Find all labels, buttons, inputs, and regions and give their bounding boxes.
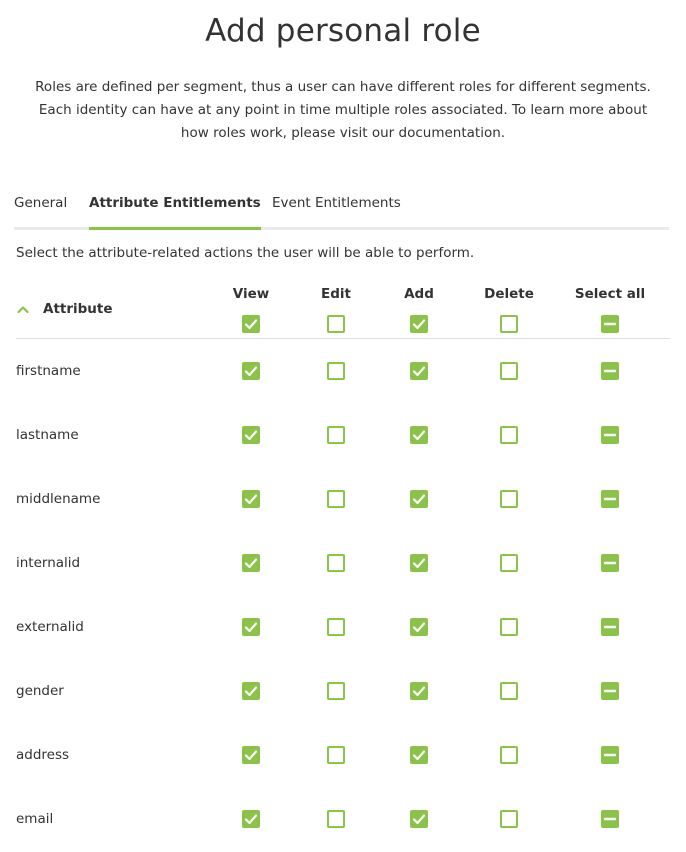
firstname-select-all-checkbox[interactable] [601,362,619,380]
attribute-name: externalid [16,619,84,635]
externalid-add-checkbox[interactable] [410,618,428,636]
middlename-select-all-checkbox[interactable] [601,490,619,508]
email-delete-checkbox[interactable] [500,810,518,828]
externalid-delete-checkbox[interactable] [500,618,518,636]
chevron-up-icon [16,302,30,316]
tab-event-entitlements[interactable]: Event Entitlements [272,195,401,211]
section-subtitle: Select the attribute-related actions the user will be able to perform. [16,245,475,261]
address-add-checkbox[interactable] [410,746,428,764]
column-header-edit: Edit [321,286,351,302]
attribute-header-label: Attribute [43,301,113,317]
firstname-add-checkbox[interactable] [410,362,428,380]
email-add-checkbox[interactable] [410,810,428,828]
firstname-delete-checkbox[interactable] [500,362,518,380]
header-checkbox-delete[interactable] [500,315,518,333]
externalid-view-checkbox[interactable] [242,618,260,636]
gender-view-checkbox[interactable] [242,682,260,700]
address-view-checkbox[interactable] [242,746,260,764]
tab-bar [14,194,669,230]
gender-add-checkbox[interactable] [410,682,428,700]
email-view-checkbox[interactable] [242,810,260,828]
middlename-add-checkbox[interactable] [410,490,428,508]
tab-attribute-entitlements[interactable]: Attribute Entitlements [89,194,261,230]
attribute-name: address [16,747,70,763]
lastname-add-checkbox[interactable] [410,426,428,444]
internalid-select-all-checkbox[interactable] [601,554,619,572]
column-header-add: Add [404,286,434,302]
header-checkbox-edit[interactable] [327,315,345,333]
email-edit-checkbox[interactable] [327,810,345,828]
lastname-delete-checkbox[interactable] [500,426,518,444]
intro-text: Roles are defined per segment, thus a user can have different roles for different segments. Each identity can have at any point in time multiple roles associated. To learn more about how roles work, please visit our documentation. [35,79,651,141]
page-title: Add personal role [205,13,481,49]
externalid-edit-checkbox[interactable] [327,618,345,636]
externalid-select-all-checkbox[interactable] [601,618,619,636]
lastname-edit-checkbox[interactable] [327,426,345,444]
header-checkbox-select-all[interactable] [601,315,619,333]
attribute-name: middlename [16,491,101,507]
internalid-view-checkbox[interactable] [242,554,260,572]
header-divider [16,338,670,339]
address-edit-checkbox[interactable] [327,746,345,764]
attribute-name: email [16,811,54,827]
firstname-edit-checkbox[interactable] [327,362,345,380]
internalid-edit-checkbox[interactable] [327,554,345,572]
attribute-name: internalid [16,555,81,571]
email-select-all-checkbox[interactable] [601,810,619,828]
middlename-edit-checkbox[interactable] [327,490,345,508]
internalid-add-checkbox[interactable] [410,554,428,572]
address-select-all-checkbox[interactable] [601,746,619,764]
header-checkbox-add[interactable] [410,315,428,333]
column-header-select-all: Select all [574,286,646,302]
gender-delete-checkbox[interactable] [500,682,518,700]
gender-select-all-checkbox[interactable] [601,682,619,700]
lastname-view-checkbox[interactable] [242,426,260,444]
address-delete-checkbox[interactable] [500,746,518,764]
column-header-view: View [232,286,270,302]
attribute-column-header[interactable] [16,300,113,318]
tab-general[interactable]: General [14,195,68,211]
header-checkbox-view[interactable] [242,315,260,333]
middlename-view-checkbox[interactable] [242,490,260,508]
middlename-delete-checkbox[interactable] [500,490,518,508]
attribute-name: firstname [16,363,81,379]
lastname-select-all-checkbox[interactable] [601,426,619,444]
attribute-name: lastname [16,427,79,443]
gender-edit-checkbox[interactable] [327,682,345,700]
attribute-name: gender [16,683,64,699]
firstname-view-checkbox[interactable] [242,362,260,380]
column-header-delete: Delete [484,286,534,302]
internalid-delete-checkbox[interactable] [500,554,518,572]
